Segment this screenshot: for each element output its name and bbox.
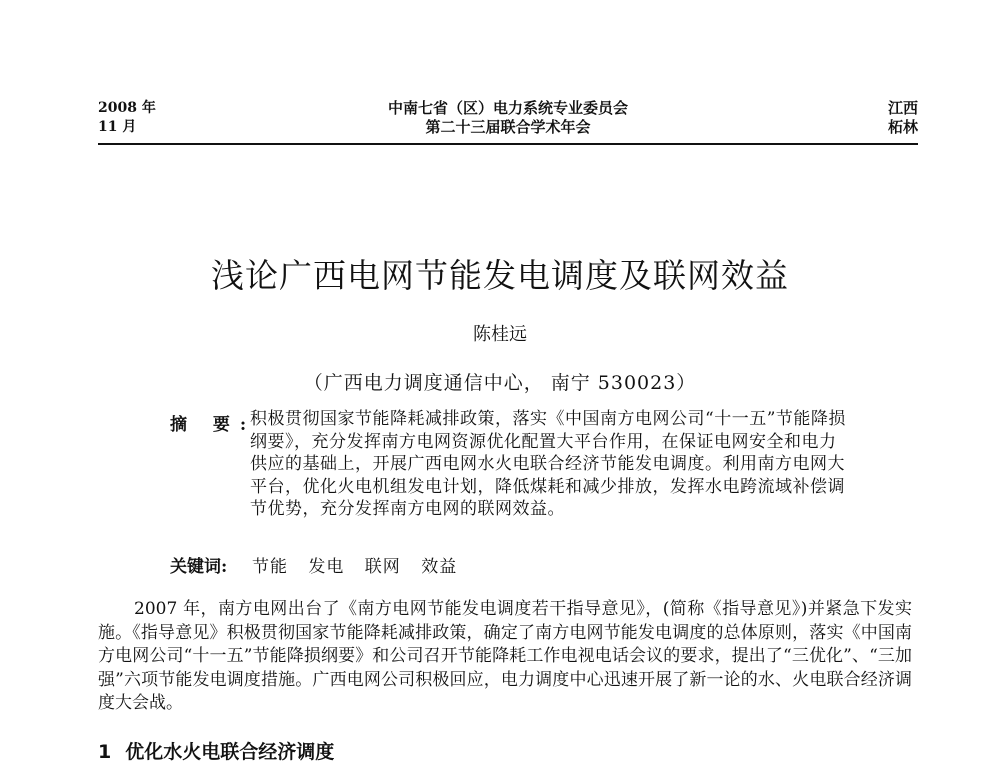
header-month: 11 月 <box>98 119 137 135</box>
paper-title: 浅论广西电网节能发电调度及联网效益 <box>211 256 789 295</box>
abstract-label: 摘 要: <box>170 415 257 435</box>
header-province: 江西 <box>887 99 918 117</box>
header-year: 2008 年 <box>98 100 156 116</box>
header-committee: 中南七省（区）电力系统专业委员会 <box>387 99 628 117</box>
abstract-text: 积极贯彻国家节能降耗减排政策，落实《中国南方电网公司“十一五”节能降损纲要》，充分发挥南方电网资源优化配置大平台作用，在保证电网安全和电力供应的基础上，开展广西电网水火电联合经济节能发电调度。利用南方电网大平台，优化火电机组发电计划，降低煤耗和减少排放，发挥水电跨流域补偿调节优势，充分发挥南方电网的联网效益。 <box>250 409 846 519</box>
paper-author: 陈桂远 <box>473 324 527 345</box>
body-paragraph <box>98 598 912 716</box>
header-town: 柘林 <box>887 118 918 136</box>
paper-affiliation: （广西电力调度通信中心， 南宁 530023） <box>303 372 697 394</box>
header-meeting: 第二十三届联合学术年会 <box>425 118 591 136</box>
header-conference <box>98 99 918 137</box>
running-header <box>98 97 918 145</box>
header-location <box>888 99 918 137</box>
section-number: 1 <box>98 741 112 763</box>
section-title: 优化水火电联合经济调度 <box>125 741 335 763</box>
keywords-label: 关键词: <box>170 557 228 577</box>
keywords-text: 节能 发电 联网 效益 <box>252 557 458 577</box>
body-paragraph-text: 2007 年，南方电网出台了《南方电网节能发电调度若干指导意见》，(简称《指导意见》)并紧急下发实施。《指导意见》积极贯彻国家节能降耗减排政策，确定了南方电网节能发电调度的总体原则，落实《中国南方电网公司“十一五”节能降损纲要》和公司召开节能降耗工作电视电话会议的要求，提出了“三优化”、“三加强”六项节能发电调度措施。广西电网公司积极回应，电力调度中心迅速开展了新一论的水、火电联合经济调度大会战。 <box>98 599 912 713</box>
